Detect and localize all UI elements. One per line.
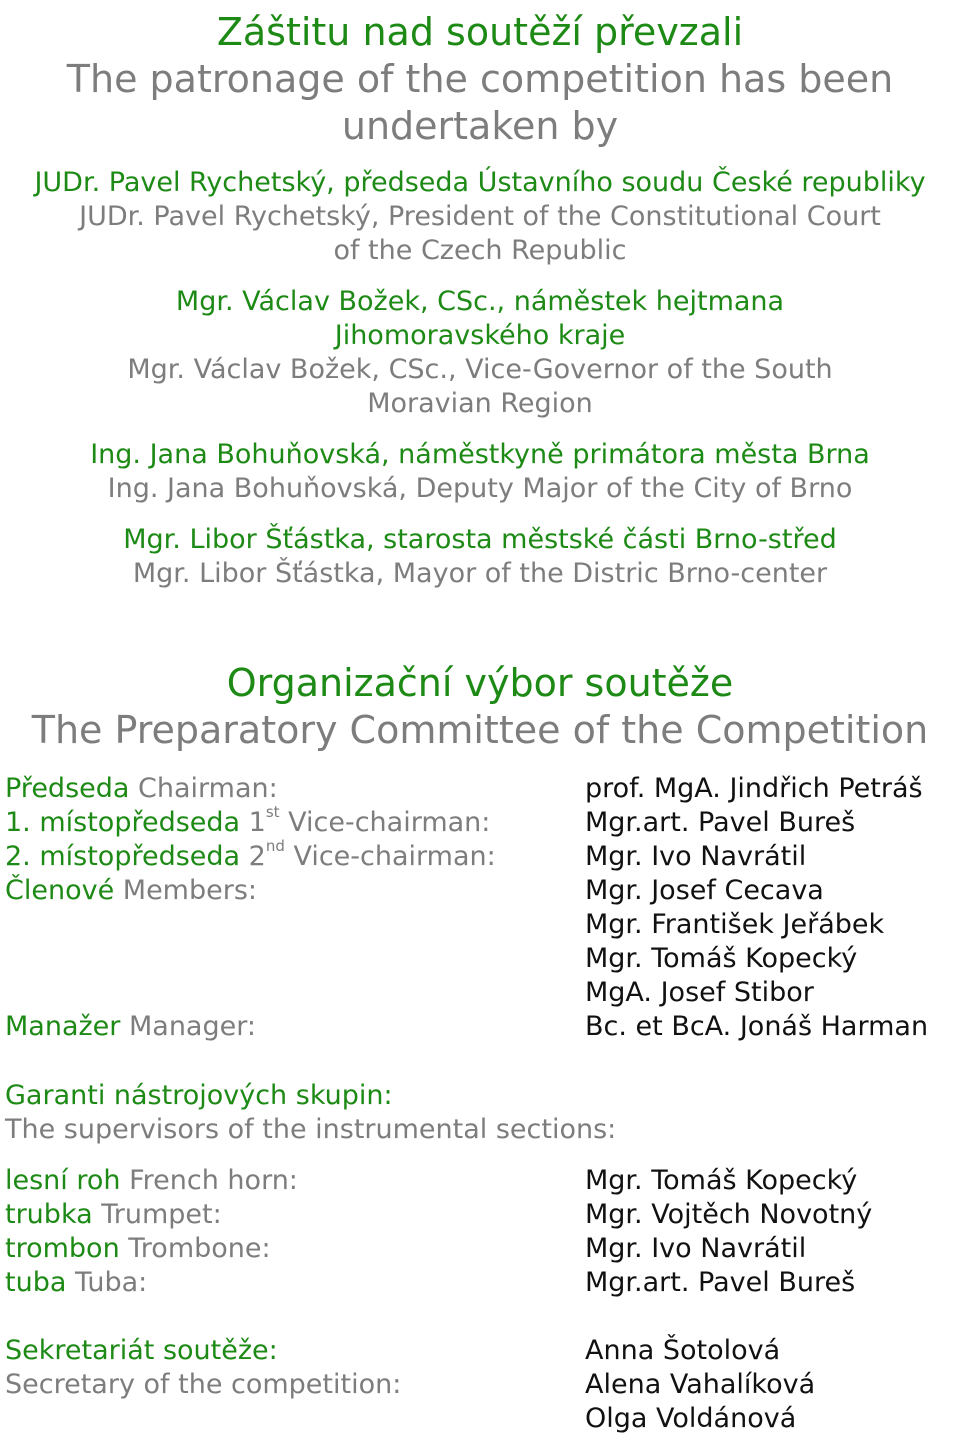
- patronage-title-cz: Záštitu nad soutěží převzali: [216, 10, 744, 54]
- secretariat-title-en: Secretary of the competition:: [5, 1369, 402, 1400]
- member-name: Mgr. František Jeřábek: [585, 909, 885, 940]
- secretariat-title-cz: Sekretariát soutěže:: [5, 1335, 278, 1366]
- committee-title-en: The Preparatory Committee of the Competition: [31, 708, 929, 752]
- secretary-name: Alena Vahalíková: [585, 1369, 816, 1400]
- patronage-title-en: The patronage of the competition has been: [66, 57, 894, 101]
- role-members: [5, 874, 257, 908]
- secretary-name: Olga Voldánová: [585, 1403, 797, 1434]
- role-chairman-cz: Předseda: [5, 773, 130, 804]
- section-trombone-en: Trombone:: [119, 1233, 271, 1264]
- patron-1-en: JUDr. Pavel Rychetský, President of the Constitutional Court: [79, 201, 881, 232]
- supervisors-title-cz: Garanti nástrojových skupin:: [5, 1080, 393, 1111]
- role-vice-1-num: 1: [240, 807, 266, 838]
- tuba-supervisor: Mgr.art. Pavel Bureš: [585, 1267, 856, 1298]
- role-vice-1: [5, 803, 491, 840]
- patron-1-en-line2: of the Czech Republic: [333, 235, 627, 266]
- role-chairman-en: Chairman:: [129, 773, 278, 804]
- secretary-name: Anna Šotolová: [585, 1335, 781, 1366]
- role-members-en: Members:: [114, 875, 257, 906]
- patron-2-cz-line2: Jihomoravského kraje: [334, 320, 626, 351]
- patron-2-en: Mgr. Václav Božek, CSc., Vice-Governor of the South: [127, 354, 833, 385]
- supervisors-title-en: The supervisors of the instrumental sections:: [5, 1114, 617, 1145]
- role-manager-cz: Manažer: [5, 1011, 121, 1042]
- section-tuba-cz: tuba: [5, 1267, 67, 1298]
- trombone-supervisor: Mgr. Ivo Navrátil: [585, 1233, 807, 1264]
- role-manager-en: Manager:: [120, 1011, 256, 1042]
- patron-3-en: Ing. Jana Bohuňovská, Deputy Major of the City of Brno: [107, 473, 853, 504]
- section-french-horn-cz: lesní roh: [5, 1165, 121, 1196]
- trumpet-supervisor: Mgr. Vojtěch Novotný: [585, 1199, 873, 1230]
- french-horn-supervisor: Mgr. Tomáš Kopecký: [585, 1165, 858, 1196]
- member-name: Mgr. Tomáš Kopecký: [585, 943, 858, 974]
- manager-name: Bc. et BcA. Jonáš Harman: [585, 1011, 929, 1042]
- member-name: Mgr. Josef Cecava: [585, 875, 824, 906]
- role-members-cz: Členové: [5, 875, 115, 906]
- committee-title-cz: Organizační výbor soutěže: [226, 661, 734, 705]
- role-vice-2-num: 2: [240, 841, 266, 872]
- section-trombone: [5, 1232, 271, 1266]
- role-vice-2-cz: 2. místopředseda: [5, 841, 241, 872]
- role-vice-2-sup: nd: [265, 837, 285, 855]
- role-chairman: [5, 772, 278, 806]
- patron-4-en: Mgr. Libor Šťástka, Mayor of the Distric Brno-center: [132, 558, 828, 589]
- patron-2-en-line2: Moravian Region: [367, 388, 593, 419]
- member-name: MgA. Josef Stibor: [585, 977, 814, 1008]
- patron-1-cz: JUDr. Pavel Rychetský, předseda Ústavního soudu České republiky: [34, 167, 926, 198]
- patron-3-cz: Ing. Jana Bohuňovská, náměstkyně primátora města Brna: [90, 439, 870, 470]
- section-french-horn: [5, 1164, 298, 1198]
- vice-chairman-1-name: Mgr.art. Pavel Bureš: [585, 807, 856, 838]
- role-vice-1-cz: 1. místopředseda: [5, 807, 241, 838]
- patron-4-cz: Mgr. Libor Šťástka, starosta městské části Brno-střed: [123, 524, 837, 555]
- role-vice-1-sup: st: [265, 803, 280, 821]
- section-tuba-en: Tuba:: [66, 1267, 148, 1298]
- section-trumpet-en: Trumpet:: [92, 1199, 222, 1230]
- role-vice-1-en: Vice-chairman:: [279, 807, 491, 838]
- section-trumpet: [5, 1198, 222, 1232]
- role-vice-2: [5, 837, 496, 874]
- section-trombone-cz: trombon: [5, 1233, 120, 1264]
- patron-2-cz: Mgr. Václav Božek, CSc., náměstek hejtmana: [175, 286, 785, 317]
- patronage-title-en-line2: undertaken by: [341, 104, 619, 148]
- section-trumpet-cz: trubka: [5, 1199, 93, 1230]
- role-vice-2-en: Vice-chairman:: [284, 841, 496, 872]
- vice-chairman-2-name: Mgr. Ivo Navrátil: [585, 841, 807, 872]
- chairman-name: prof. MgA. Jindřich Petráš: [585, 773, 923, 804]
- section-tuba: [5, 1266, 147, 1300]
- section-french-horn-en: French horn:: [120, 1165, 298, 1196]
- role-manager: [5, 1010, 256, 1044]
